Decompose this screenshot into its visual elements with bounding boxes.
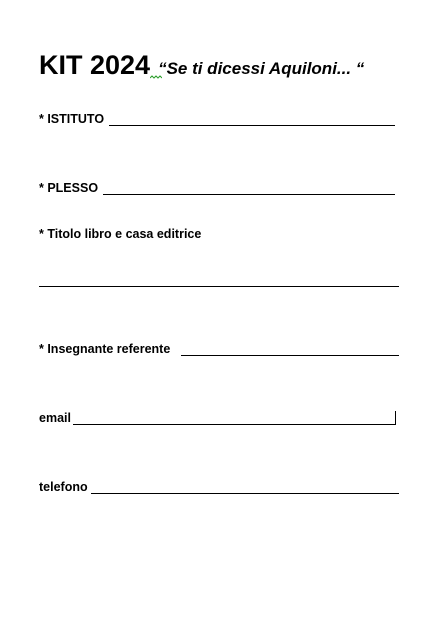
field-label-insegnante: * Insegnante referente <box>39 342 171 356</box>
page-title: KIT 2024 <box>39 50 151 80</box>
field-line-istituto[interactable] <box>109 125 395 126</box>
field-label-telefono: telefono <box>39 480 88 494</box>
spellcheck-squiggle-icon <box>150 75 162 79</box>
field-line-insegnante[interactable] <box>181 355 399 356</box>
field-label-istituto: * ISTITUTO <box>39 112 105 126</box>
field-label-email: email <box>39 411 71 425</box>
title-row <box>39 50 364 81</box>
field-line-telefono[interactable] <box>91 493 399 494</box>
field-label-titolo: * Titolo libro e casa editrice <box>39 227 202 241</box>
field-label-plesso: * PLESSO <box>39 181 99 195</box>
text-cursor <box>395 411 396 425</box>
field-line-titolo[interactable] <box>39 286 399 287</box>
field-line-plesso[interactable] <box>103 194 395 195</box>
field-line-email[interactable] <box>73 424 395 425</box>
page-subtitle: “Se ti dicessi Aquiloni... “ <box>158 59 365 78</box>
